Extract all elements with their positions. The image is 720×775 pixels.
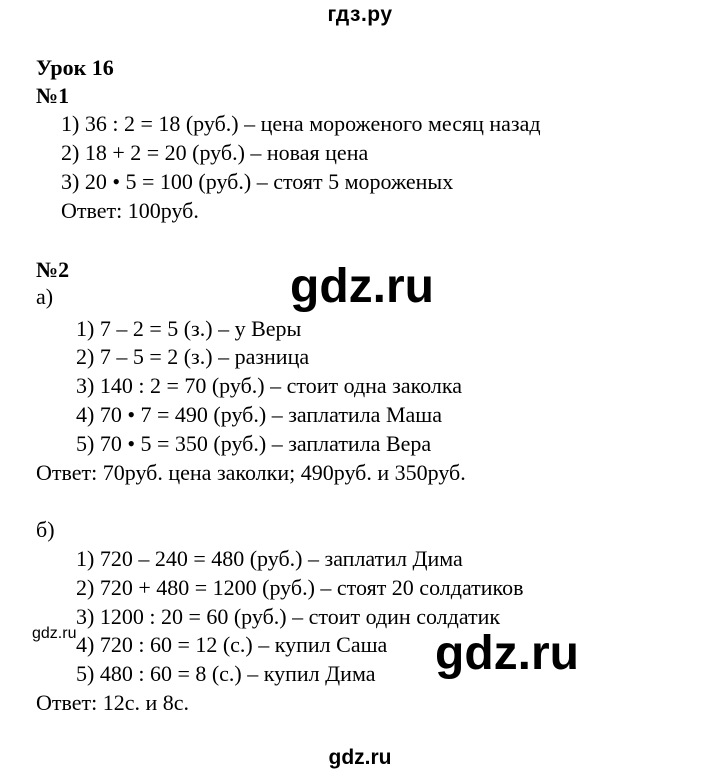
part-a-step: 5) 70 • 5 = 350 (руб.) – заплатила Вера [76, 431, 432, 456]
lesson-title: Урок 16 [36, 55, 114, 80]
part-b-step: 3) 1200 : 20 = 60 (руб.) – стоит один солдатик [76, 604, 501, 629]
watermark-small: gdz.ru [32, 625, 77, 642]
watermark-large: gdz.ru [290, 260, 434, 313]
part-a-step: 1) 7 – 2 = 5 (з.) – у Веры [76, 316, 302, 341]
task-1-number: №1 [36, 83, 70, 108]
part-b-step: 4) 720 : 60 = 12 (с.) – купил Саша [76, 632, 388, 657]
part-a-answer: Ответ: 70руб. цена заколки; 490руб. и 350руб. [36, 460, 466, 485]
watermark-footer: gdz.ru [328, 746, 392, 769]
part-a-step: 3) 140 : 2 = 70 (руб.) – стоит одна заколка [76, 373, 463, 398]
part-b-answer: Ответ: 12с. и 8с. [36, 690, 190, 715]
site-header: гдз.ру [327, 3, 393, 26]
task-1-step: 3) 20 • 5 = 100 (руб.) – стоят 5 мороженых [61, 169, 454, 194]
task-1-step: 2) 18 + 2 = 20 (руб.) – новая цена [61, 140, 369, 165]
watermark-large: gdz.ru [435, 627, 579, 680]
part-b-step: 2) 720 + 480 = 1200 (руб.) – стоят 20 солдатиков [76, 575, 524, 600]
part-b-step: 1) 720 – 240 = 480 (руб.) – заплатил Дима [76, 546, 463, 571]
part-b-label: б) [36, 517, 55, 542]
part-a-step: 4) 70 • 7 = 490 (руб.) – заплатила Маша [76, 402, 442, 427]
part-b-step: 5) 480 : 60 = 8 (с.) – купил Дима [76, 661, 376, 686]
part-a-step: 2) 7 – 5 = 2 (з.) – разница [76, 344, 310, 369]
task-1-answer: Ответ: 100руб. [61, 198, 199, 223]
task-1-step: 1) 36 : 2 = 18 (руб.) – цена мороженого месяц назад [61, 111, 541, 136]
task-2-number: №2 [36, 257, 70, 282]
part-a-label: а) [36, 284, 54, 309]
